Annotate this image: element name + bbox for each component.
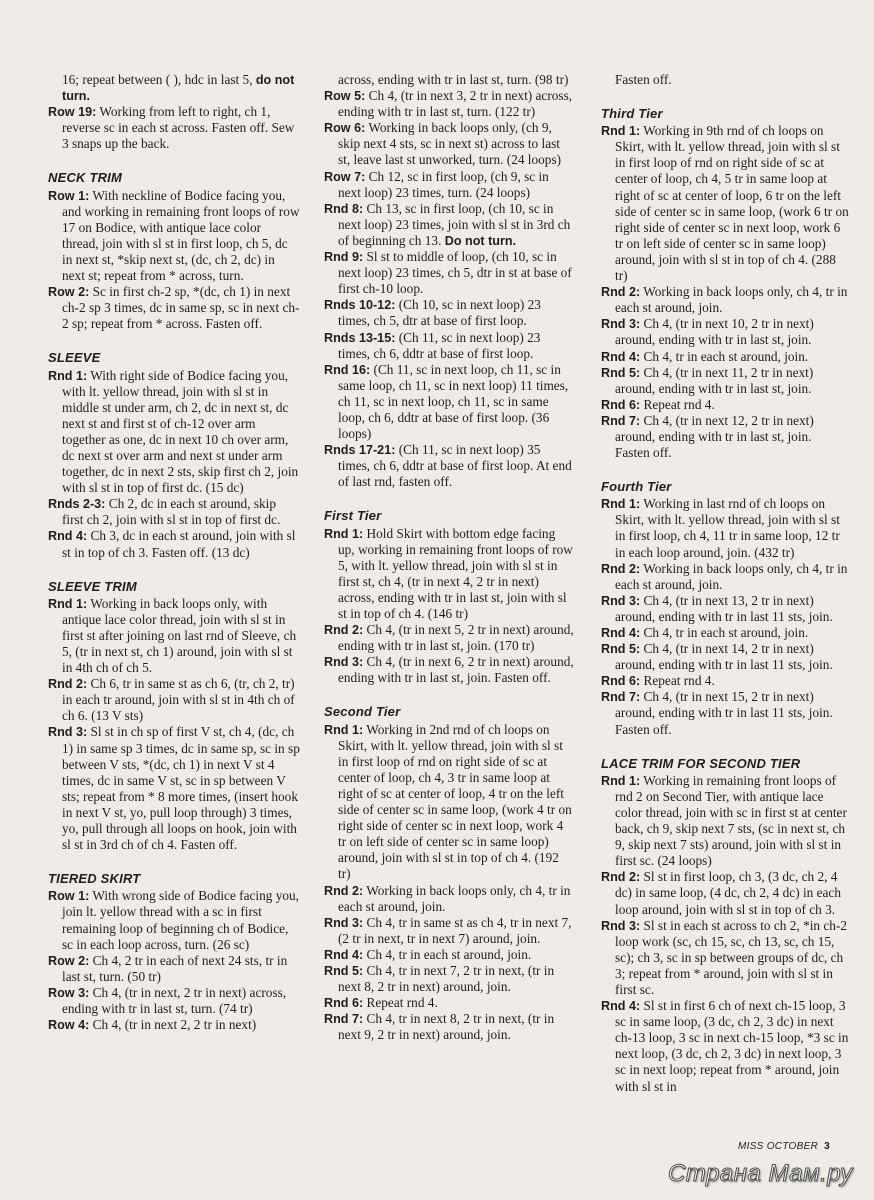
row-label: Rnd 2: [324,623,364,638]
instruction-row [324,654,574,686]
row-label: Rnd 3: [324,655,364,670]
instruction-row [48,888,300,952]
instruction-row [601,413,849,461]
column-right [601,72,849,1095]
instruction-text: Sl st in first 6 ch of next ch-15 loop, 3 sc in same loop, (3 dc, ch 2, 3 dc) in next ch-13 loop, 3 sc in next ch-15 loop, *3 sc in next loop, (3 dc, ch 2, 3 dc) in next loop, 3 sc in next loop; repeat from * around, join with sl st in [615,998,849,1094]
instruction-row [601,641,849,673]
instruction-text: Repeat rnd 4. [640,673,715,689]
row-label: Rnd 1: [48,596,88,611]
row-label: Rnd 2: [601,870,641,885]
section-heading: Fourth Tier [601,479,672,495]
instruction-text: Ch 4, (tr in next 13, 2 tr in next) around, ending with tr in last 11 sts, join. [615,592,833,624]
instruction-row [601,561,849,593]
row-label: Row 7: [324,169,366,184]
instruction-text: With wrong side of Bodice facing you, join lt. yellow thread with a sc in first remaining loop of beginning ch of Bodice, sc in each loop across, turn. (26 sc) [62,888,299,952]
instruction-row [324,88,574,120]
row-label: Rnd 1: [48,368,88,383]
instruction-text: Working in back loops only, with antique lace color thread, join with sl st in first st after joining on last rnd of Sleeve, ch 5, (tr in next st, ch 1) around, join with sl st in 4th ch of ch 5. [62,595,297,676]
row-label: Rnd 4: [48,529,88,544]
instruction-text: (Ch 10, sc in next loop) 23 times, ch 5, dtr at base of first loop. [338,297,541,329]
instruction-text: Ch 4, (tr in next 14, 2 tr in next) around, ending with tr in last 11 sts, join. [615,641,833,673]
instruction-text: Ch 4, tr in same st as ch 4, tr in next 7, (2 tr in next, tr in next 7) around, join. [338,914,572,946]
instruction-text: Ch 4, (tr in next 2, 2 tr in next) [89,1017,257,1033]
row-label: Rnd 3: [601,918,641,933]
instruction-text: Ch 6, tr in same st as ch 6, (tr, ch 2, tr) in each tr around, join with sl st in 4th ch of ch 6. (13 V sts) [62,676,295,724]
instruction-continuation [324,72,574,88]
instruction-text: Repeat rnd 4. [363,995,438,1011]
instruction-text: Ch 4, tr in each st around, join. [640,348,809,364]
instruction-text: Ch 4, tr in next 7, 2 tr in next, (tr in next 8, 2 tr in next) around, join. [338,962,555,995]
instruction-text: Ch 4, (tr in next 15, 2 tr in next) around, ending with tr in last 11 sts, join. Fasten off. [615,689,833,737]
instruction-text: Working from left to right, ch 1, reverse sc in each st across. Fasten off. Sew 3 snaps up the back. [62,104,295,152]
footer-magazine: MISS OCTOBER [738,1141,819,1152]
page-footer [738,1141,830,1152]
row-label: Row 6: [324,121,366,136]
row-label: Rnd 9: [324,250,364,265]
instruction-text: Working in back loops only, ch 4, tr in each st around, join. [338,882,571,914]
row-label: Rnds 17-21: [324,443,396,458]
instruction-row [601,349,849,365]
section-heading: LACE TRIM FOR SECOND TIER [601,755,801,771]
section-heading: Third Tier [601,106,663,122]
instruction-row [601,918,849,998]
row-label: Rnd 8: [324,201,364,216]
instruction-row [48,496,300,528]
instruction-text: Ch 4, (tr in next 3, 2 tr in next) across, ending with tr in last st, turn. (122 tr) [338,88,573,120]
row-label: Rnds 10-12: [324,298,396,313]
row-label: Row 4: [48,1018,90,1033]
row-label: Rnd 3: [601,593,641,608]
instruction-text: Working in back loops only, ch 4, tr in each st around, join. [615,560,848,592]
section-heading: Second Tier [324,704,401,720]
row-label: Rnd 4: [601,349,641,364]
row-label: Rnd 2: [324,883,364,898]
row-label: Row 2: [48,953,90,968]
instruction-text: 16; repeat between ( ), hdc in last 5, [62,72,256,87]
instruction-row [48,724,300,853]
instruction-text: Working in 9th rnd of ch loops on Skirt, with lt. yellow thread, join with sl st in first loop of rnd on right side of sc at center of loop, ch 4, 5 tr in same loop at right of sc at center of loop, 6 tr on the left side of center sc in same loop, (work 6 tr on right side of center sc in next loop, work 6 tr on left side of center sc in same loop) around, join with sl st in top of ch 4. (288 tr) [615,123,849,284]
column-middle [324,72,574,1043]
instruction-row [48,368,300,497]
instruction-text: Sl st in each st across to ch 2, *in ch-2 loop work (sc, ch 15, sc, ch 13, sc, ch 15, sc); ch 3, sc in sp between groups of dc, ch 3; repeat from * around, join with sl st in first sc. [615,917,847,997]
row-label: Rnd 6: [601,674,641,689]
row-label: Rnd 4: [601,626,641,640]
section-heading: First Tier [324,508,382,524]
page-number: 3 [824,1141,830,1152]
instruction-text: Ch 4, tr in each st around, join. [640,625,809,640]
section-heading: SLEEVE [48,350,101,366]
instruction-row [324,963,574,995]
instruction-text: Sc in first ch-2 sp, *(dc, ch 1) in next ch-2 sp 3 times, dc in same sp, sc in next ch-2 sp; repeat from * across. Fasten off. [62,284,300,332]
instruction-row [324,722,574,883]
row-label: Rnd 1: [601,497,641,512]
section-heading: TIERED SKIRT [48,871,141,887]
row-label: Rnd 5: [324,963,364,978]
instruction-text: across, ending with tr in last st, turn. (98 tr) [338,72,569,87]
instruction-text: Ch 4, (tr in next 6, 2 tr in next) around, ending with tr in last st, join. Fasten off. [338,654,574,686]
instruction-row [48,596,300,676]
emphasis-text: do not turn. [62,73,295,104]
instruction-continuation [48,72,300,104]
instruction-text: Ch 4, (tr in next 10, 2 tr in next) around, ending with tr in last st, join. [615,316,814,348]
instruction-row [601,998,849,1095]
row-label: Rnd 4: [601,999,641,1014]
instruction-row [324,622,574,654]
instruction-text: Working in remaining front loops of rnd 2 on Second Tier, with antique lace color thread, join with sc in first st at center back, ch 9, skip next 7 sts, (sc in next st, ch 9, skip next 7 sts) around, join with sl st in first sc. (24 loops) [615,772,847,869]
instruction-row [324,526,574,623]
row-label: Row 1: [48,889,90,904]
instruction-row [48,188,300,285]
instruction-text: (Ch 11, sc in next loop) 35 times, ch 6, ddtr at base of first loop. At end of last rnd, fasten off. [338,442,572,490]
row-label: Rnds 2-3: [48,497,106,512]
instruction-text: Hold Skirt with bottom edge facing up, working in remaining front loops of row 5, with lt. yellow thread, join with sl st in first st, ch 4, (tr in next 4, 2 tr in next) across, ending with tr in last st, join with sl st in top of ch 4. (146 tr) [338,525,573,621]
instruction-text: Sl st to middle of loop, (ch 10, sc in next loop) 23 times, ch 5, dtr in st at base of first ch-10 loop. [338,249,572,297]
instruction-text: Ch 3, dc in each st around, join with sl st in top of ch 3. Fasten off. (13 dc) [62,528,296,560]
instruction-row [601,689,849,737]
row-label: Rnd 1: [324,526,364,541]
instruction-row [48,104,300,152]
instruction-text: With neckline of Bodice facing you, and working in remaining front loops of row 17 on Bodice, with antique lace color thread, join with sl st in first loop, ch 5, dc in next st, *skip next st, (dc, ch 2, dc) in next st; repeat from * across, turn. [62,187,300,284]
instruction-row [324,947,574,963]
instruction-text: Ch 4, tr in each st around, join. [363,946,532,962]
instruction-row [324,883,574,915]
instruction-row [48,953,300,985]
instruction-text: Repeat rnd 4. [640,396,715,412]
instruction-text: Ch 4, (tr in next 11, 2 tr in next) around, ending with tr in last st, join. [615,364,814,396]
instruction-row [601,773,849,870]
instruction-text: Ch 4, 2 tr in each of next 24 sts, tr in last st, turn. (50 tr) [62,952,288,984]
row-label: Row 3: [48,985,90,1000]
instruction-text: (Ch 11, sc in next loop) 23 times, ch 6, ddtr at base of first loop. [338,329,541,361]
row-label: Rnd 1: [324,722,364,737]
instruction-text: Working in last rnd of ch loops on Skirt, with lt. yellow thread, join with sl st in first loop, ch 4, 11 tr in same loop, 12 tr in each loop around, join. (432 tr) [615,496,840,560]
instruction-text: Ch 13, sc in first loop, (ch 10, sc in next loop) 23 times, join with sl st in 3rd ch of beginning ch 13. [338,200,571,248]
row-label: Row 19: [48,105,97,120]
row-label: Rnd 7: [601,413,641,428]
row-label: Rnds 13-15: [324,330,396,345]
row-label: Rnd 16: [324,362,371,377]
instruction-text: Working in back loops only, ch 4, tr in each st around, join. [615,284,848,316]
instruction-text: Ch 12, sc in first loop, (ch 9, sc in next loop) 23 times, turn. (24 loops) [338,168,549,200]
instruction-row [601,284,849,316]
instruction-row [324,330,574,362]
instruction-row [324,1011,574,1043]
instruction-text: Working in back loops only, (ch 9, skip next 4 sts, sc in next st) across to last st, leave last st unworked, turn. (24 loops) [338,120,562,168]
row-label: Rnd 2: [601,561,641,576]
instruction-row [601,625,849,641]
section-heading: NECK TRIM [48,170,123,186]
instruction-row [601,869,849,917]
instruction-text: Sl st in ch sp of first V st, ch 4, (dc, ch 1) in same sp 3 times, dc in same sp, sc in sp between V sts, *(dc, ch 1) in next V st 4 times, dc in same V st, sc in sp between V sts; repeat from * 8 more times, (insert hook in next V st, yo, pull loop through) 3 times, yo, pull through all loops on hook, join with sl st in 3rd ch of ch 4. Fasten off. [62,724,300,853]
row-label: Row 2: [48,285,90,300]
instruction-text: (Ch 11, sc in next loop, ch 11, sc in same loop, ch 11, sc in next loop) 11 times, ch 11, sc in next loop, ch 11, sc in same loop, ch 6, ddtr at base of first loop. (36 loops) [338,361,569,442]
instruction-row [48,985,300,1017]
instruction-continuation [601,72,849,88]
instruction-row [48,676,300,724]
row-label: Rnd 3: [324,915,364,930]
instruction-row [48,1017,300,1033]
instruction-row [324,249,574,297]
instruction-text: With right side of Bodice facing you, with lt. yellow thread, join with sl st in middle st under arm, ch 2, dc in next st, dc next st and first st of ch-12 over arm together as one, dc in next 10 ch over arm, dc next st over arm and next st under arm together, dc in next 2 sts, skip first ch 2, join with sl st in top of first dc. (15 dc) [62,367,299,496]
watermark: Страна Мам.ру [668,1160,853,1187]
row-label: Rnd 5: [601,365,641,380]
instruction-text: Fasten off. [615,72,672,87]
row-label: Row 5: [324,89,366,104]
row-label: Rnd 1: [601,773,641,788]
instruction-text: Working in 2nd rnd of ch loops on Skirt, with lt. yellow thread, join with sl st in first loop of rnd on right side of sc at center of loop, ch 4, 3 tr in same loop at right of sc at center of loop, 4 tr on the left side of center sc in same loop, (work 4 tr on right side of center sc in next loop, work 4 tr on left side of center sc in same loop) around, join with sl st in top of ch 4. (192 tr) [338,721,572,882]
instruction-row [601,397,849,413]
instruction-row [601,365,849,397]
instruction-row [601,316,849,348]
instruction-row [324,297,574,329]
instruction-text: Ch 4, (tr in next, 2 tr in next) across, ending with tr in last st, turn. (74 tr) [62,984,287,1016]
instruction-text: Ch 4, (tr in next 12, 2 tr in next) around, ending with tr in last st, join. Fasten off. [615,412,814,461]
instruction-row [324,915,574,947]
column-left [48,72,300,1033]
instruction-row [324,201,574,249]
instruction-row [601,673,849,689]
row-label: Rnd 7: [324,1012,364,1027]
instruction-row [601,496,849,560]
instruction-row [601,123,849,284]
row-label: Rnd 3: [48,725,88,740]
instruction-row [324,442,574,490]
instruction-row [48,528,300,560]
row-label: Rnd 5: [601,642,641,657]
instruction-text: Ch 4, tr in next 8, 2 tr in next, (tr in next 9, 2 tr in next) around, join. [338,1011,555,1043]
row-label: Rnd 6: [601,397,641,412]
instruction-row [324,362,574,442]
instruction-row [601,593,849,625]
instruction-row [48,284,300,332]
row-label: Rnd 4: [324,947,364,962]
row-label: Rnd 2: [48,677,88,692]
instruction-text: Ch 2, dc in each st around, skip first ch 2, join with sl st in top of first dc. [62,496,281,528]
section-heading: SLEEVE TRIM [48,578,137,594]
instruction-text: Ch 4, (tr in next 5, 2 tr in next) around, ending with tr in last st, join. (170 tr) [338,622,574,654]
emphasis-text: Do not turn. [444,233,517,248]
instruction-text: Sl st in first loop, ch 3, (3 dc, ch 2, 4 dc) in same loop, (4 dc, ch 2, 4 dc) in each loop around, join with sl st in top of ch 3. [615,869,841,917]
row-label: Rnd 2: [601,285,641,300]
row-label: Row 1: [48,188,90,203]
row-label: Rnd 1: [601,124,641,139]
row-label: Rnd 7: [601,690,641,705]
row-label: Rnd 6: [324,996,364,1011]
row-label: Rnd 3: [601,317,641,332]
instruction-row [324,120,574,168]
instruction-row [324,995,574,1011]
instruction-row [324,169,574,201]
